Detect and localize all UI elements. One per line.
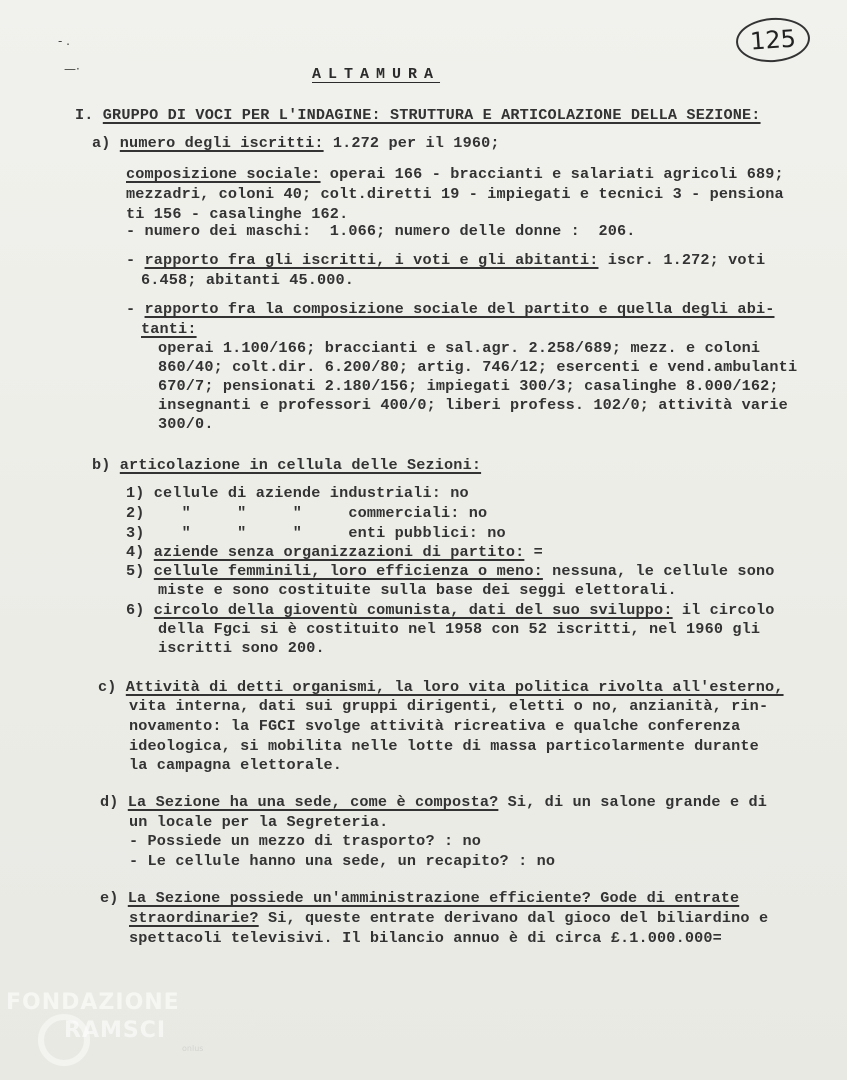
text-line: novamento: la FGCI svolge attività ricreativa e qualche conferenza bbox=[129, 717, 741, 735]
text-line: 4) aziende senza organizzazioni di partito: = bbox=[126, 543, 543, 561]
underlined-heading: straordinarie? bbox=[129, 909, 259, 927]
watermark-small: onlus bbox=[182, 1044, 204, 1053]
underlined-heading: rapporto fra gli iscritti, i voti e gli abitanti: bbox=[144, 251, 599, 269]
underlined-heading: composizione sociale: bbox=[126, 165, 321, 183]
underlined-heading: cellule femminili, loro efficienza o meno: bbox=[153, 562, 543, 580]
underlined-heading: La Sezione ha una sede, come è composta? bbox=[127, 793, 499, 811]
text-line: 860/40; colt.dir. 6.200/80; artig. 746/12; esercenti e vend.ambulanti bbox=[158, 358, 798, 376]
text-line: un locale per la Segreteria. bbox=[129, 813, 389, 831]
text-line: I. GRUPPO DI VOCI PER L'INDAGINE: STRUTTURA E ARTICOLAZIONE DELLA SEZIONE: bbox=[75, 106, 761, 124]
text-line: operai 1.100/166; braccianti e sal.agr. 2.258/689; mezz. e coloni bbox=[158, 339, 761, 357]
underlined-heading: aziende senza organizzazioni di partito: bbox=[153, 543, 525, 561]
ink-mark: - . bbox=[58, 34, 70, 48]
text-line: - rapporto fra la composizione sociale del partito e quella degli abi- bbox=[126, 300, 775, 318]
text-line: 670/7; pensionati 2.180/156; impiegati 300/3; casalinghe 8.000/162; bbox=[158, 377, 779, 395]
text-line: 3) " " " enti pubblici: no bbox=[126, 524, 506, 542]
text-line: ideologica, si mobilita nelle lotte di massa particolarmente durante bbox=[129, 737, 759, 755]
text-line: b) articolazione in cellula delle Sezioni: bbox=[92, 456, 482, 474]
underlined-heading: tanti: bbox=[141, 320, 197, 338]
document-title: ALTAMURA bbox=[312, 66, 441, 83]
text-line: la campagna elettorale. bbox=[129, 756, 343, 774]
fondazione-gramsci-watermark bbox=[4, 990, 214, 1074]
ink-mark: —· bbox=[64, 62, 80, 76]
text-line: - numero dei maschi: 1.066; numero delle donne : 206. bbox=[126, 222, 636, 240]
text-line: vita interna, dati sui gruppi dirigenti, eletti o no, anzianità, rin- bbox=[129, 697, 769, 715]
underlined-heading: articolazione in cellula delle Sezioni: bbox=[119, 456, 482, 474]
text-line: 6.458; abitanti 45.000. bbox=[141, 271, 355, 289]
watermark-line2: RAMSCI bbox=[64, 1018, 167, 1043]
text-line: composizione sociale: operai 166 - braccianti e salariati agricoli 689; bbox=[126, 165, 784, 183]
underlined-heading: GRUPPO DI VOCI PER L'INDAGINE: STRUTTURA E ARTICOLAZIONE DELLA SEZIONE: bbox=[102, 106, 761, 124]
text-line: spettacoli televisivi. Il bilancio annuo è di circa £.1.000.000= bbox=[129, 929, 722, 947]
underlined-heading: Attività di detti organismi, la loro vita politica rivolta all'esterno, bbox=[125, 678, 784, 696]
underlined-heading: rapporto fra la composizione sociale del partito e quella degli abi- bbox=[144, 300, 775, 318]
text-line: 300/0. bbox=[158, 415, 214, 433]
text-line: straordinarie? Si, queste entrate derivano dal gioco del biliardino e bbox=[129, 909, 769, 927]
watermark-line1: FONDAZIONE bbox=[6, 990, 180, 1015]
page-number-stamp: 125 bbox=[735, 15, 812, 64]
text-line: ti 156 - casalinghe 162. bbox=[126, 205, 349, 223]
text-line: 1) cellule di aziende industriali: no bbox=[126, 484, 469, 502]
text-line: iscritti sono 200. bbox=[158, 639, 325, 657]
text-line bbox=[141, 320, 197, 339]
underlined-heading: numero degli iscritti: bbox=[119, 134, 324, 152]
text-line: insegnanti e professori 400/0; liberi profess. 102/0; attività varie bbox=[158, 396, 788, 414]
text-line: 6) circolo della gioventù comunista, dati del suo sviluppo: il circolo bbox=[126, 601, 775, 619]
text-line: - Possiede un mezzo di trasporto? : no bbox=[129, 832, 482, 850]
text-line: della Fgci si è costituito nel 1958 con 52 iscritti, nel 1960 gli bbox=[158, 620, 761, 638]
text-line: 2) " " " commerciali: no bbox=[126, 504, 488, 522]
text-line: - rapporto fra gli iscritti, i voti e gli abitanti: iscr. 1.272; voti bbox=[126, 251, 766, 269]
text-line: e) La Sezione possiede un'amministrazione efficiente? Gode di entrate bbox=[100, 889, 740, 907]
text-line: a) numero degli iscritti: 1.272 per il 1960; bbox=[92, 134, 500, 152]
text-line: 5) cellule femminili, loro efficienza o meno: nessuna, le cellule sono bbox=[126, 562, 775, 580]
underlined-heading: circolo della gioventù comunista, dati del suo sviluppo: bbox=[153, 601, 673, 619]
underlined-heading: La Sezione possiede un'amministrazione efficiente? Gode di entrate bbox=[127, 889, 740, 907]
text-line: d) La Sezione ha una sede, come è composta? Si, di un salone grande e di bbox=[100, 793, 768, 811]
text-line: mezzadri, coloni 40; colt.diretti 19 - impiegati e tecnici 3 - pensiona bbox=[126, 185, 784, 203]
text-line: miste e sono costituite sulla base dei seggi elettorali. bbox=[158, 581, 677, 599]
text-line: c) Attività di detti organismi, la loro vita politica rivolta all'esterno, bbox=[98, 678, 784, 696]
text-line: - Le cellule hanno una sede, un recapito? : no bbox=[129, 852, 556, 870]
